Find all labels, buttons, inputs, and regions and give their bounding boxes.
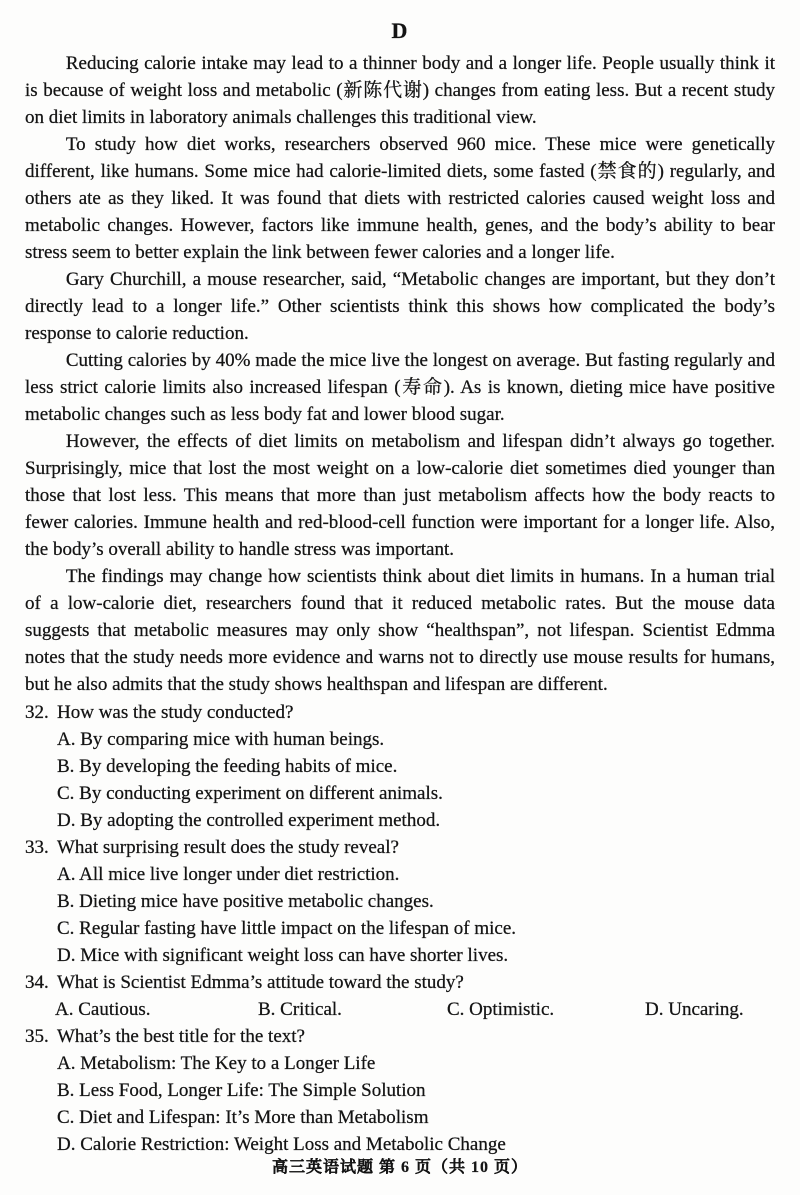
option-b: B. Dieting mice have positive metabolic changes. <box>57 891 434 912</box>
option-b: B. Less Food, Longer Life: The Simple Solution <box>57 1080 426 1101</box>
question-stem <box>25 969 775 996</box>
passage-paragraph-2: To study how diet works, researchers observed 960 mice. These mice were genetically different, like humans. Some mice had calorie-limited diets, some fasted (禁食的) regularly, and others ate as they liked. It was found that diets with restricted calories caused weight loss and metabolic changes. However, factors like immune health, genes, and the body’s ability to bear stress seem to better explain the link between fewer calories and a longer life. <box>25 134 775 263</box>
question-text: What is Scientist Edmma’s attitude toward the study? <box>57 972 464 993</box>
question-34 <box>25 969 775 1023</box>
option-d: D. Mice with significant weight loss can have shorter lives. <box>57 945 509 966</box>
question-stem <box>25 1023 775 1050</box>
question-33-options <box>25 861 775 969</box>
passage-paragraph-4: Cutting calories by 40% made the mice live the longest on average. But fasting regularly and less strict calorie limits also increased lifespan (寿命). As is known, dieting mice have positive metabolic changes such as less body fat and lower blood sugar. <box>25 350 775 425</box>
question-33 <box>25 834 775 969</box>
question-35 <box>25 1023 775 1158</box>
passage-paragraph-3: Gary Churchill, a mouse researcher, said, “Metabolic changes are important, but they don’t directly lead to a longer life.” Other scientists think this shows how complicated the body’s response to calorie reduction. <box>25 269 775 344</box>
option-d: D. Calorie Restriction: Weight Loss and Metabolic Change <box>57 1134 506 1155</box>
question-stem <box>25 834 775 861</box>
option-a: A. Metabolism: The Key to a Longer Life <box>57 1053 376 1074</box>
option-b: B. By developing the feeding habits of mice. <box>57 756 398 777</box>
question-number: 33. <box>25 837 49 858</box>
reading-passage <box>25 50 775 698</box>
question-32 <box>25 699 775 834</box>
question-text: What’s the best title for the text? <box>57 1026 305 1047</box>
option-a: A. All mice live longer under diet restriction. <box>57 864 400 885</box>
question-text: What surprising result does the study reveal? <box>57 837 399 858</box>
option-c: C. Optimistic. <box>447 999 555 1020</box>
question-number: 34. <box>25 972 49 993</box>
option-d: D. Uncaring. <box>645 999 744 1020</box>
page-footer: 高三英语试题 第 6 页（共 10 页） <box>271 1159 528 1176</box>
passage-paragraph-1: Reducing calorie intake may lead to a thinner body and a longer life. People usually think it is because of weight loss and metabolic (新陈代谢) changes from eating less. But a recent study on diet limits in laboratory animals challenges this traditional view. <box>25 53 775 128</box>
questions-section <box>25 699 775 1158</box>
option-b: B. Critical. <box>258 999 342 1020</box>
option-a: A. Cautious. <box>55 999 151 1020</box>
option-d: D. By adopting the controlled experiment method. <box>57 810 441 831</box>
question-number: 32. <box>25 702 49 723</box>
option-c: C. Regular fasting have little impact on the lifespan of mice. <box>57 918 517 939</box>
passage-paragraph-5: However, the effects of diet limits on metabolism and lifespan didn’t always go together. Surprisingly, mice that lost the most weight on a low-calorie diet sometimes died younger than those that lost less. This means that more than just metabolism affects how the body reacts to fewer calories. Immune health and red-blood-cell function were important for a longer life. Also, the body’s overall ability to handle stress was important. <box>25 431 775 560</box>
option-c: C. Diet and Lifespan: It’s More than Metabolism <box>57 1107 429 1128</box>
question-stem <box>25 699 775 726</box>
question-number: 35. <box>25 1026 49 1047</box>
passage-paragraph-6: The findings may change how scientists think about diet limits in humans. In a human trial of a low-calorie diet, researchers found that it reduced metabolic rates. But the mouse data suggests that metabolic measures may only show “healthspan”, not lifespan. Scientist Edmma notes that the study needs more evidence and warns not to directly use mouse results for humans, but he also admits that the study shows healthspan and lifespan are different. <box>25 566 775 695</box>
section-label: D <box>391 18 409 43</box>
question-text: How was the study conducted? <box>57 702 294 723</box>
question-32-options <box>25 726 775 834</box>
question-35-options <box>25 1050 775 1158</box>
option-c: C. By conducting experiment on different animals. <box>57 783 443 804</box>
option-a: A. By comparing mice with human beings. <box>57 729 385 750</box>
question-34-options <box>55 996 775 1023</box>
